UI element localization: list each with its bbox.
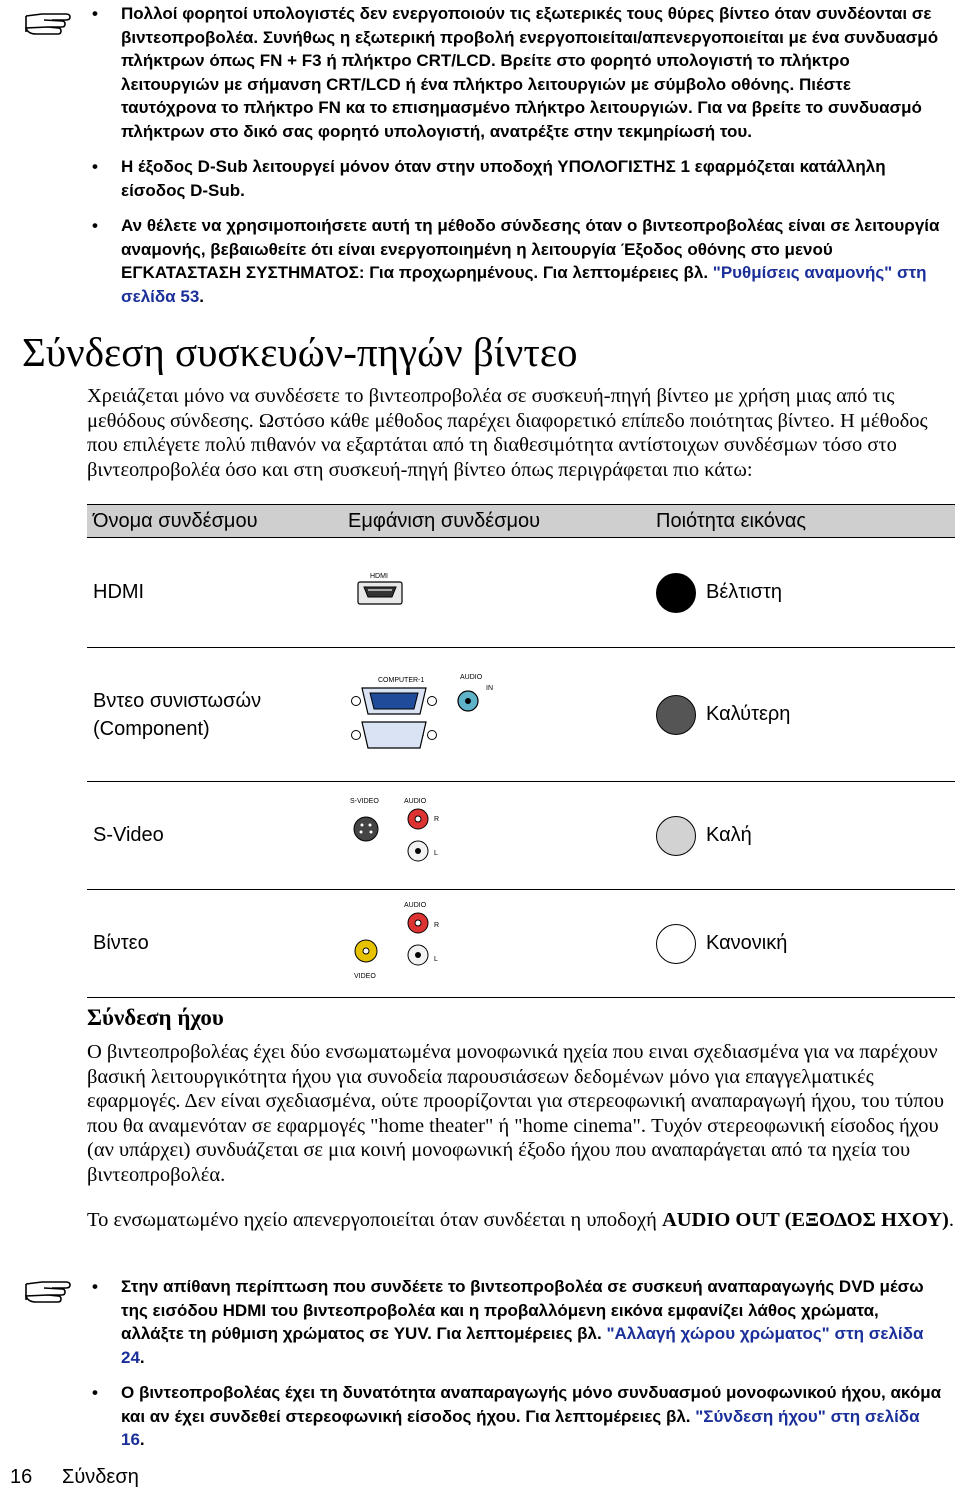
note-bullet: • Πολλοί φορητοί υπολογιστές δεν ενεργοποιούν τις εξωτερικές τους θύρες βίντεο όταν συνδέονται σε βιντεοπροβολέα. Συνήθως η εξωτερική προβολή ενεργοποιείται/απενεργοποιείται με ένα συνδυασμό πλήκτρων όπως FN + F3 ή πλήκτρο CRT/LCD. Βρείτε στο φορητό υπολογιστή το πλήκτρο λειτουργιών με σήμανση CRT/LCD ή ένα πλήκτρο λειτουργιών με σύμβολο οθόνης. Πιέστε ταυτόχρονα το πλήκτρο FN κα το επισημασμένο πλήκτρο λειτουργιών. Για να βρείτε το συνδυασμό πλήκτρων στο δικό σας φορητό υπολογιστή, ανατρέξτε στην τεκμηρίωσή του. xyxy=(92,2,942,143)
header-picture-quality: Ποιότητα εικόνας xyxy=(650,505,955,538)
note-bullet: • Ο βιντεοπροβολέας έχει τη δυνατότητα αναπαραγωγής μόνο συνδυασμού μονοφωνικού ήχου, ακόμα και αν έχει συνδεθεί στερεοφωνική είσοδος ήχου. Για λεπτομέρειες βλ. "Σύνδεση ήχου" στη σελίδα 16. xyxy=(92,1381,942,1452)
connector-label: AUDIO xyxy=(404,798,427,805)
connector-appearance xyxy=(342,782,650,890)
note-bullet: • Στην απίθανη περίπτωση που συνδέετε το βιντεοπροβολέα σε συσκευή αναπαραγωγής DVD μέσω της εισόδου HDMI του βιντεοπροβολέα και η προβαλλόμενη εικόνα εμφανίζει λάθος χρώματα, αλλάξτε τη ρύθμιση χρώματος σε YUV. Για λεπτομέρειες βλ. "Αλλαγή χώρου χρώματος" στη σελίδα 24. xyxy=(92,1275,942,1369)
video-port-icon xyxy=(348,901,458,981)
header-connector-name: Όνομα συνδέσμου xyxy=(87,505,342,538)
hdmi-port-icon xyxy=(348,570,418,610)
quality-cell xyxy=(650,782,955,890)
note-bullet: • Αν θέλετε να χρησιμοποιήσετε αυτή τη μέθοδο σύνδεσης όταν ο βιντεοπροβολέας είναι σε λειτουργία αναμονής, βεβαιωθείτε ότι είναι ενεργοποιημένη η λειτουργία Έξοδος οθόνης στο μενού ΕΓΚΑΤΑΣΤΑΣΗ ΣΥΣΤΗΜΑΤΟΣ: Για προχωρημένους. Για λεπτομέρειες βλ. "Ρυθμίσεις αναμονής" στη σελίδα 53. xyxy=(92,214,942,308)
connector-label: R xyxy=(434,816,440,823)
connector-name: Βίντεο xyxy=(87,890,342,998)
quality-cell xyxy=(650,538,955,648)
intro-paragraph: Χρειάζεται μόνο να συνδέσετε το βιντεοπροβολέα σε συσκευή-πηγή βίντεο με χρήση μιας από τις μεθόδους σύνδεσης. Ωστόσο κάθε μέθοδος παρέχει διαφορετικό επίπεδο ποιότητας βίντεο. Η μέθοδος που επιλέγετε πολύ πιθανόν να εξαρτάται από τη διαθεσιμότητα αντίστοιχων συνδέσμων τόσο στο βιντεοπροβολέα όσο και στη συσκευή-πηγή βίντεο όπως περιγράφεται πιο κάτω: xyxy=(87,385,928,481)
standby-settings-link[interactable]: "Ρυθμίσεις αναμονής" στη σελίδα 53 xyxy=(121,263,927,306)
color-space-link[interactable]: "Αλλαγή χώρου χρώματος" στη σελίδα 24 xyxy=(121,1324,924,1367)
connector-label: HDMI xyxy=(370,572,388,580)
audio-heading: Σύνδεση ήχου xyxy=(87,1005,224,1030)
quality-label: Καλύτερη xyxy=(706,703,791,725)
note-hand-icon xyxy=(22,1272,78,1306)
bottom-note xyxy=(92,1275,942,1464)
quality-dot-icon xyxy=(656,816,696,856)
connector-appearance xyxy=(342,890,650,998)
section-title: Σύνδεση συσκευών-πηγών βίντεο xyxy=(22,329,578,375)
audio-paragraph: Ο βιντεοπροβολέας έχει δύο ενσωματωμένα μονοφωνικά ηχεία που ειναι σχεδιασμένα για να παρέχουν βασική λειτουργικότητα ήχου για συνοδεία παρουσιάσεων δεδομένων μόνο για επαγγελματικές εφαρμογές. Δεν είναι σχεδιασμένα, ούτε προορίζονται για στερεοφωνική αναπαραγωγή ήχου, του τύπου που θα αναμενόταν σε εφαρμογές "home theater" ή "home cinema". Τυχόν στερεοφωνική είσοδος ήχου (αν υπάρχει) συνδυάζεται σε μια κοινή μονοφωνική έξοδο ήχου που αναπαράγεται από τα ηχεία του βιντεοπροβολέα. xyxy=(87,1041,945,1186)
quality-label: Καλή xyxy=(706,824,752,846)
connector-label: COMPUTER-1 xyxy=(378,677,425,684)
quality-dot-icon xyxy=(656,924,696,964)
quality-label: Κανονική xyxy=(706,932,788,954)
quality-label: Βέλτιστη xyxy=(706,581,782,603)
component-port-icon xyxy=(348,674,498,749)
quality-dot-icon xyxy=(656,695,696,735)
note-bullet: • Η έξοδος D-Sub λειτουργεί μόνον όταν στην υποδοχή ΥΠΟΛΟΓΙΣΤΗΣ 1 εφαρμόζεται κατάλληλη είσοδος D-Sub. xyxy=(92,155,942,202)
page-number: 16 xyxy=(10,1466,33,1488)
audio-out-label: AUDIO OUT (ΕΞΟΔΟΣ ΗΧΟΥ) xyxy=(661,1209,949,1231)
connector-label: L xyxy=(434,850,438,857)
note-hand-icon xyxy=(22,4,78,38)
quality-cell xyxy=(650,648,955,782)
connector-label: L xyxy=(434,955,438,963)
table-row xyxy=(87,648,955,782)
connector-label: AUDIO xyxy=(460,674,483,681)
top-note xyxy=(92,2,942,320)
table-row xyxy=(87,538,955,648)
table-header-row xyxy=(87,505,955,538)
footer-section: Σύνδεση xyxy=(62,1466,139,1488)
svideo-port-icon xyxy=(348,795,458,870)
quality-cell xyxy=(650,890,955,998)
audio-connection-link[interactable]: "Σύνδεση ήχου" στη σελίδα 16 xyxy=(121,1406,920,1449)
table-row xyxy=(87,890,955,998)
connector-name: Βντεο συνιστωσών (Component) xyxy=(87,648,342,782)
connector-appearance xyxy=(342,648,650,782)
connector-label: R xyxy=(434,921,440,929)
connector-name: S-Video xyxy=(87,782,342,890)
audio-out-paragraph: Το ενσωματωμένο ηχείο απενεργοποιείται όταν συνδέεται η υποδοχή AUDIO OUT (ΕΞΟΔΟΣ ΗΧΟΥ). xyxy=(87,1209,954,1231)
quality-dot-icon xyxy=(656,573,696,613)
header-connector-appearance: Εμφάνιση συνδέσμου xyxy=(342,505,650,538)
connector-appearance xyxy=(342,538,650,648)
connector-label: AUDIO xyxy=(404,901,427,909)
connector-table xyxy=(87,504,955,998)
connector-label: S-VIDEO xyxy=(350,798,379,805)
connector-name: HDMI xyxy=(87,538,342,648)
connector-label: IN xyxy=(486,685,493,692)
connector-label: VIDEO xyxy=(354,972,376,980)
table-row xyxy=(87,782,955,890)
